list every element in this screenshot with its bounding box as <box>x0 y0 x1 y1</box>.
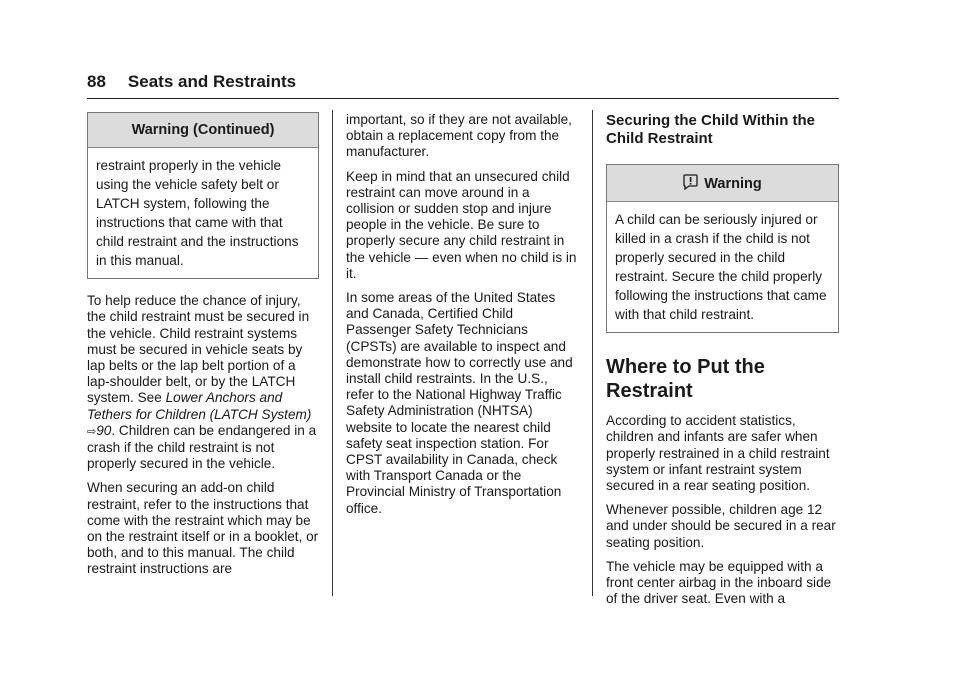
warning-icon <box>683 174 698 190</box>
paragraph: Keep in mind that an unsecured child restraint can move around in a collision or sudden stop and injure people in the vehicle. Be sure to properly secure any child restraint in the vehicle — even when no child is in it. <box>346 168 577 281</box>
cross-reference-link[interactable]: Lower Anchors and Tethers for Children (LATCH System) <box>87 390 312 422</box>
paragraph-text: . Children can be endangered in a crash if the child restraint is not properly secured in the vehicle. <box>87 422 317 472</box>
column-right <box>606 112 839 615</box>
column-middle <box>346 112 578 525</box>
warning-header <box>607 165 838 202</box>
section-title: Seats and Restraints <box>127 72 297 91</box>
paragraph-text: To help reduce the chance of injury, the child restraint must be secured in the vehicle. Child restraint systems must be secured in vehicle seats by lap belts or the lap belt portion of a lap-shoulder belt, or by the LATCH system. See <box>87 293 310 406</box>
paragraph: Whenever possible, children age 12 and under should be secured in a rear seating position. <box>606 502 836 550</box>
paragraph: The vehicle may be equipped with a front center airbag in the inboard side of the driver seat. Even with a <box>606 558 832 607</box>
paragraph: When securing an add-on child restraint, refer to the instructions that come with the restraint which may be on the restraint itself or in a booklet, or both, and to this manual. The child restraint instructions are <box>87 480 319 577</box>
column-left <box>87 112 319 586</box>
warning-box <box>606 164 839 333</box>
page-arrow-icon: ⇨ <box>87 425 97 438</box>
warning-text: restraint properly in the vehicle using the vehicle safety belt or LATCH system, following the instructions that came with that child restraint and the instructions in this manual. <box>96 158 299 269</box>
warning-text: A child can be seriously injured or killed in a crash if the child is not properly secured in the child restraint. Secure the child properly following the instructions that came with that child restraint. <box>615 212 827 323</box>
cross-reference-page[interactable]: 90 <box>96 422 112 438</box>
paragraph <box>87 293 319 472</box>
page-header <box>87 72 839 99</box>
paragraph: important, so if they are not available, obtain a replacement copy from the manufacturer. <box>346 112 572 160</box>
paragraph: In some areas of the United States and Canada, Certified Child Passenger Safety Technicians (CPSTs) are available to inspect and demonstrate how to correctly use and install child restraints. In the U.S., refer to the National Highway Traffic Safety Administration (NHTSA) website to locate the nearest child safety seat inspection station. For CPST availability in Canada, check with Transport Canada or the Provincial Ministry of Transportation office. <box>346 290 573 516</box>
column-divider <box>332 110 333 596</box>
warning-title: Warning <box>704 176 762 192</box>
warning-box-continued <box>87 112 319 279</box>
page-number: 88 <box>87 72 106 91</box>
column-divider <box>592 110 593 596</box>
paragraph: According to accident statistics, children and infants are safer when properly restrained in a child restraint system or infant restraint system secured in a rear seating position. <box>606 413 830 494</box>
warning-title: Warning (Continued) <box>88 113 318 148</box>
section-heading-large: Where to Put the Restraint <box>606 356 765 403</box>
section-heading: Securing the Child Within the Child Restraint <box>606 112 816 147</box>
